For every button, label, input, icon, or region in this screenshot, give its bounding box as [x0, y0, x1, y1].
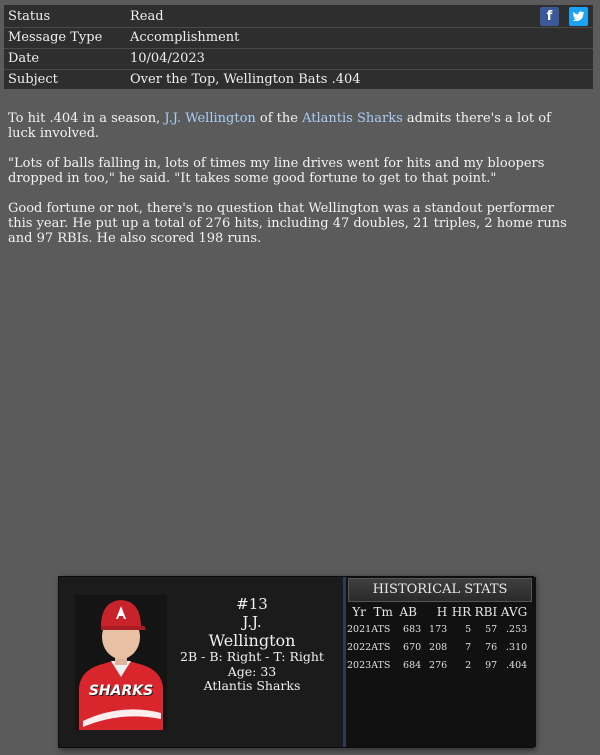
article-paragraph — [8, 111, 580, 141]
table-cell: 2021 — [347, 623, 372, 635]
player-number: #13 — [236, 595, 268, 613]
player-info — [171, 595, 333, 694]
article-text: of the — [255, 111, 303, 126]
message-type-label: Message Type — [8, 30, 103, 45]
table-cell: 684 — [403, 659, 422, 671]
subject-label: Subject — [8, 72, 58, 87]
jersey-text: SHARKS — [88, 683, 154, 699]
article-text: To hit .404 in a season, — [8, 111, 165, 126]
column-header: H — [436, 605, 448, 619]
table-row — [347, 638, 527, 656]
table-header-row — [347, 604, 527, 620]
table-cell: 2 — [465, 659, 472, 671]
table-cell: 2022 — [347, 641, 372, 653]
column-header: AB — [399, 605, 417, 619]
article-paragraph: "Lots of balls falling in, lots of times my line drives went for hits and my bloopers dropped in too," he said. "It takes some good fortune to get to that point." — [8, 156, 545, 186]
date-label: Date — [8, 51, 40, 66]
message-header — [4, 5, 593, 89]
table-cell: 173 — [429, 623, 448, 635]
twitter-share-icon[interactable] — [569, 7, 588, 26]
player-first-name: J.J. — [242, 613, 262, 631]
column-header: AVG — [500, 605, 528, 619]
status-value: Read — [130, 9, 164, 24]
table-cell: 76 — [485, 641, 498, 653]
column-header: RBI — [474, 605, 498, 619]
column-header: Yr — [352, 605, 366, 619]
player-photo[interactable] — [75, 595, 167, 730]
article-body — [8, 111, 580, 261]
table-row — [347, 620, 527, 638]
player-link[interactable]: J.J. Wellington — [164, 111, 256, 126]
status-label: Status — [8, 9, 51, 24]
article-text: admits there's a lot of luck involved. — [8, 111, 551, 141]
column-header: HR — [451, 605, 472, 619]
subject-value: Over the Top, Wellington Bats .404 — [130, 72, 361, 87]
table-cell: 5 — [465, 623, 472, 635]
player-last-name[interactable]: Wellington — [208, 631, 296, 650]
date-value: 10/04/2023 — [130, 51, 205, 66]
historical-stats-table — [347, 604, 527, 674]
table-row — [347, 656, 527, 674]
historical-stats-panel — [343, 577, 536, 747]
table-cell: .404 — [506, 659, 528, 671]
message-type-value: Accomplishment — [130, 30, 240, 45]
table-cell: ATS — [371, 641, 391, 653]
table-cell: 57 — [485, 623, 498, 635]
team-link[interactable]: Atlantis Sharks — [302, 111, 403, 126]
table-cell: .253 — [506, 623, 528, 635]
player-position-line: 2B - B: Right - T: Right — [180, 649, 324, 664]
player-card — [58, 576, 534, 748]
facebook-share-icon[interactable]: f — [540, 7, 559, 26]
player-age: Age: 33 — [227, 663, 277, 679]
table-cell: .310 — [506, 641, 528, 653]
article-paragraph: Good fortune or not, there's no question that Wellington was a standout performer this year. He put up a total of 276 hits, including 47 doubles, 21 triples, 2 home runs and 97 RBIs. He also scored 198 runs. — [8, 201, 567, 246]
player-team: Atlantis Sharks — [203, 678, 301, 693]
table-cell: 97 — [485, 659, 498, 671]
table-cell: 276 — [429, 659, 448, 671]
table-cell: 7 — [465, 641, 472, 653]
table-cell: 670 — [403, 641, 422, 653]
table-cell: ATS — [371, 659, 391, 671]
table-cell: 2023 — [347, 659, 372, 671]
historical-stats-title: HISTORICAL STATS — [348, 578, 532, 602]
table-cell: ATS — [371, 623, 391, 635]
table-cell: 683 — [403, 623, 422, 635]
table-cell: 208 — [429, 641, 448, 653]
column-header: Tm — [373, 605, 393, 619]
